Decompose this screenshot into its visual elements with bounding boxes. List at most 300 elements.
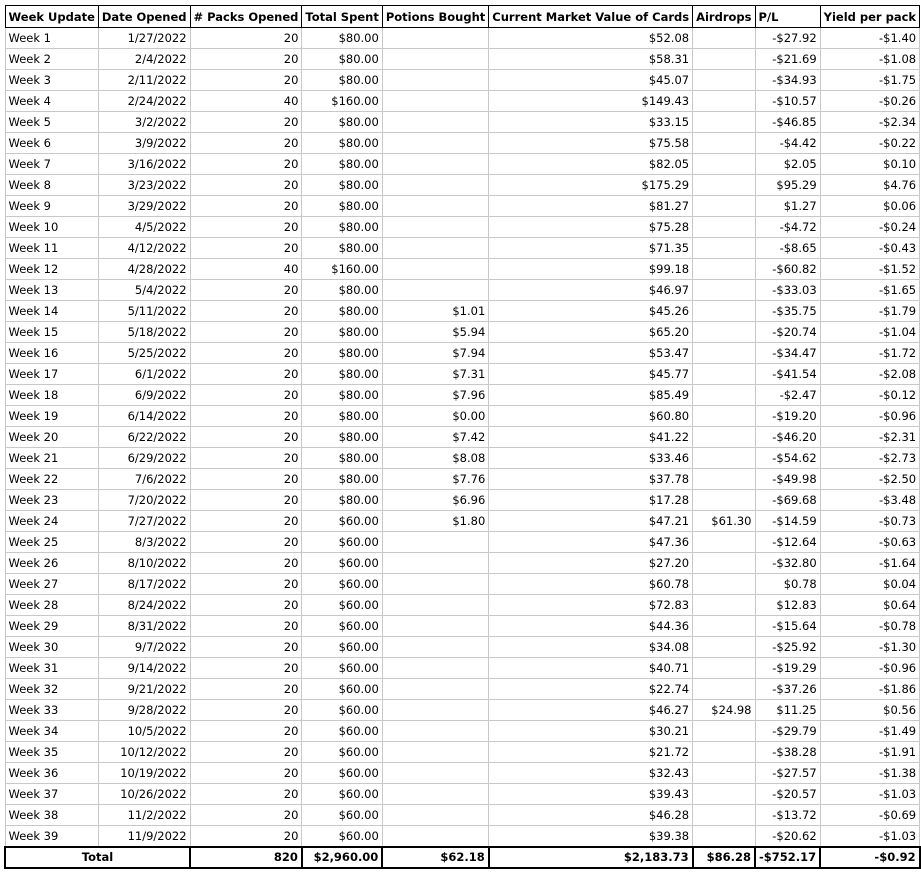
- table-row: [5, 133, 920, 154]
- pl-cell: -$25.92: [755, 637, 820, 658]
- packs-opened-cell: 20: [190, 322, 302, 343]
- pl-cell: -$2.47: [755, 385, 820, 406]
- date-opened-cell: 8/31/2022: [98, 616, 190, 637]
- week-update-cell: Week 9: [5, 196, 98, 217]
- pl-cell: -$41.54: [755, 364, 820, 385]
- airdrops-cell: [693, 532, 755, 553]
- week-update-cell: Week 8: [5, 175, 98, 196]
- yield-per-pack-cell: -$1.03: [820, 826, 919, 848]
- table-row: [5, 28, 920, 49]
- pl-cell: -$19.29: [755, 658, 820, 679]
- col-header-potions-bought: Potions Bought: [382, 6, 488, 28]
- date-opened-cell: 9/21/2022: [98, 679, 190, 700]
- table-row: [5, 826, 920, 848]
- table-row: [5, 301, 920, 322]
- airdrops-cell: [693, 574, 755, 595]
- packs-opened-cell: 20: [190, 154, 302, 175]
- potions-bought-cell: [382, 574, 488, 595]
- market-value-cell: $27.20: [489, 553, 693, 574]
- week-update-cell: Week 28: [5, 595, 98, 616]
- total-spent-cell: $60.00: [302, 511, 382, 532]
- week-update-cell: Week 29: [5, 616, 98, 637]
- potions-bought-cell: [382, 763, 488, 784]
- potions-bought-cell: [382, 700, 488, 721]
- yield-per-pack-cell: -$2.73: [820, 448, 919, 469]
- col-header-pl: P/L: [755, 6, 820, 28]
- date-opened-cell: 3/16/2022: [98, 154, 190, 175]
- airdrops-cell: [693, 322, 755, 343]
- table-row: [5, 637, 920, 658]
- potions-bought-cell: $7.42: [382, 427, 488, 448]
- table-row: [5, 448, 920, 469]
- market-value-cell: $21.72: [489, 742, 693, 763]
- pl-cell: -$34.47: [755, 343, 820, 364]
- week-update-cell: Week 27: [5, 574, 98, 595]
- pl-cell: -$8.65: [755, 238, 820, 259]
- airdrops-cell: [693, 805, 755, 826]
- airdrops-cell: [693, 490, 755, 511]
- airdrops-cell: [693, 742, 755, 763]
- total-spent-cell: $60.00: [302, 574, 382, 595]
- potions-bought-cell: $8.08: [382, 448, 488, 469]
- yield-per-pack-cell: -$1.03: [820, 784, 919, 805]
- packs-opened-cell: 20: [190, 826, 302, 848]
- market-value-cell: $37.78: [489, 469, 693, 490]
- pl-cell: $95.29: [755, 175, 820, 196]
- airdrops-cell: [693, 133, 755, 154]
- packs-opened-cell: 20: [190, 301, 302, 322]
- table-row: [5, 805, 920, 826]
- total-spent-cell: $80.00: [302, 238, 382, 259]
- pl-cell: -$35.75: [755, 301, 820, 322]
- potions-bought-cell: [382, 784, 488, 805]
- market-value-cell: $53.47: [489, 343, 693, 364]
- total-airdrops: $86.28: [693, 847, 755, 868]
- yield-per-pack-cell: $0.10: [820, 154, 919, 175]
- pl-cell: -$27.92: [755, 28, 820, 49]
- market-value-cell: $45.77: [489, 364, 693, 385]
- packs-opened-cell: 20: [190, 595, 302, 616]
- table-row: [5, 721, 920, 742]
- week-update-cell: Week 31: [5, 658, 98, 679]
- pl-cell: -$13.72: [755, 805, 820, 826]
- table-row: [5, 280, 920, 301]
- packs-opened-cell: 20: [190, 385, 302, 406]
- table-row: [5, 343, 920, 364]
- airdrops-cell: [693, 154, 755, 175]
- potions-bought-cell: [382, 532, 488, 553]
- date-opened-cell: 3/2/2022: [98, 112, 190, 133]
- packs-opened-cell: 20: [190, 511, 302, 532]
- airdrops-cell: [693, 784, 755, 805]
- packs-opened-cell: 20: [190, 175, 302, 196]
- table-row: [5, 784, 920, 805]
- market-value-cell: $75.58: [489, 133, 693, 154]
- potions-bought-cell: [382, 70, 488, 91]
- market-value-cell: $40.71: [489, 658, 693, 679]
- airdrops-cell: [693, 448, 755, 469]
- packs-opened-cell: 20: [190, 112, 302, 133]
- potions-bought-cell: [382, 133, 488, 154]
- total-spent-cell: $80.00: [302, 112, 382, 133]
- total-packs-opened: 820: [190, 847, 302, 868]
- table-row: [5, 112, 920, 133]
- date-opened-cell: 5/11/2022: [98, 301, 190, 322]
- week-update-cell: Week 3: [5, 70, 98, 91]
- pl-cell: -$20.57: [755, 784, 820, 805]
- header-row: [5, 6, 920, 28]
- table-row: [5, 742, 920, 763]
- col-header-total-spent: Total Spent: [302, 6, 382, 28]
- week-update-cell: Week 34: [5, 721, 98, 742]
- total-spent-cell: $80.00: [302, 301, 382, 322]
- pl-cell: -$33.03: [755, 280, 820, 301]
- date-opened-cell: 7/20/2022: [98, 490, 190, 511]
- col-header-packs-opened: # Packs Opened: [190, 6, 302, 28]
- total-spent-cell: $60.00: [302, 826, 382, 848]
- table-row: [5, 91, 920, 112]
- airdrops-cell: [693, 70, 755, 91]
- packs-opened-cell: 20: [190, 280, 302, 301]
- total-spent-cell: $60.00: [302, 679, 382, 700]
- packs-opened-cell: 20: [190, 700, 302, 721]
- total-yield-per-pack: -$0.92: [820, 847, 919, 868]
- table-row: [5, 595, 920, 616]
- potions-bought-cell: [382, 259, 488, 280]
- airdrops-cell: [693, 343, 755, 364]
- yield-per-pack-cell: $0.56: [820, 700, 919, 721]
- week-update-cell: Week 39: [5, 826, 98, 848]
- date-opened-cell: 5/25/2022: [98, 343, 190, 364]
- airdrops-cell: [693, 49, 755, 70]
- table-row: [5, 175, 920, 196]
- total-spent-cell: $80.00: [302, 217, 382, 238]
- pl-cell: -$12.64: [755, 532, 820, 553]
- week-update-cell: Week 17: [5, 364, 98, 385]
- airdrops-cell: [693, 385, 755, 406]
- pl-cell: -$32.80: [755, 553, 820, 574]
- potions-bought-cell: $0.00: [382, 406, 488, 427]
- potions-bought-cell: [382, 49, 488, 70]
- potions-bought-cell: $7.31: [382, 364, 488, 385]
- airdrops-cell: [693, 595, 755, 616]
- pl-cell: -$15.64: [755, 616, 820, 637]
- yield-per-pack-cell: -$2.34: [820, 112, 919, 133]
- packs-opened-cell: 20: [190, 742, 302, 763]
- potions-bought-cell: [382, 637, 488, 658]
- total-potions-bought: $62.18: [382, 847, 488, 868]
- table-row: [5, 490, 920, 511]
- airdrops-cell: [693, 763, 755, 784]
- table-row: [5, 196, 920, 217]
- week-update-cell: Week 22: [5, 469, 98, 490]
- airdrops-cell: [693, 658, 755, 679]
- airdrops-cell: [693, 427, 755, 448]
- date-opened-cell: 3/9/2022: [98, 133, 190, 154]
- market-value-cell: $99.18: [489, 259, 693, 280]
- yield-per-pack-cell: -$1.79: [820, 301, 919, 322]
- pl-cell: -$14.59: [755, 511, 820, 532]
- airdrops-cell: [693, 196, 755, 217]
- market-value-cell: $44.36: [489, 616, 693, 637]
- market-value-cell: $58.31: [489, 49, 693, 70]
- total-pl: -$752.17: [755, 847, 820, 868]
- week-update-cell: Week 37: [5, 784, 98, 805]
- table-row: [5, 385, 920, 406]
- yield-per-pack-cell: -$1.75: [820, 70, 919, 91]
- week-update-cell: Week 10: [5, 217, 98, 238]
- date-opened-cell: 6/22/2022: [98, 427, 190, 448]
- date-opened-cell: 9/7/2022: [98, 637, 190, 658]
- yield-per-pack-cell: -$0.69: [820, 805, 919, 826]
- total-spent-cell: $80.00: [302, 280, 382, 301]
- airdrops-cell: [693, 637, 755, 658]
- table-row: [5, 511, 920, 532]
- packs-opened-cell: 20: [190, 217, 302, 238]
- week-update-cell: Week 15: [5, 322, 98, 343]
- date-opened-cell: 2/4/2022: [98, 49, 190, 70]
- pl-cell: -$38.28: [755, 742, 820, 763]
- week-update-cell: Week 11: [5, 238, 98, 259]
- potions-bought-cell: [382, 28, 488, 49]
- potions-bought-cell: [382, 154, 488, 175]
- airdrops-cell: [693, 679, 755, 700]
- total-spent-cell: $80.00: [302, 364, 382, 385]
- week-update-cell: Week 30: [5, 637, 98, 658]
- total-spent-cell: $80.00: [302, 469, 382, 490]
- yield-per-pack-cell: -$1.64: [820, 553, 919, 574]
- market-value-cell: $39.38: [489, 826, 693, 848]
- total-spent-cell: $80.00: [302, 28, 382, 49]
- market-value-cell: $17.28: [489, 490, 693, 511]
- total-spent-cell: $80.00: [302, 49, 382, 70]
- pack-tracker-table: [4, 5, 921, 869]
- potions-bought-cell: [382, 742, 488, 763]
- market-value-cell: $52.08: [489, 28, 693, 49]
- date-opened-cell: 5/4/2022: [98, 280, 190, 301]
- total-spent-cell: $160.00: [302, 259, 382, 280]
- yield-per-pack-cell: -$1.52: [820, 259, 919, 280]
- total-spent: $2,960.00: [302, 847, 382, 868]
- date-opened-cell: 8/24/2022: [98, 595, 190, 616]
- potions-bought-cell: [382, 616, 488, 637]
- packs-opened-cell: 20: [190, 364, 302, 385]
- potions-bought-cell: [382, 826, 488, 848]
- week-update-cell: Week 19: [5, 406, 98, 427]
- yield-per-pack-cell: -$2.31: [820, 427, 919, 448]
- packs-opened-cell: 20: [190, 406, 302, 427]
- yield-per-pack-cell: -$1.08: [820, 49, 919, 70]
- packs-opened-cell: 20: [190, 658, 302, 679]
- week-update-cell: Week 21: [5, 448, 98, 469]
- week-update-cell: Week 33: [5, 700, 98, 721]
- market-value-cell: $45.07: [489, 70, 693, 91]
- total-spent-cell: $60.00: [302, 616, 382, 637]
- potions-bought-cell: [382, 196, 488, 217]
- packs-opened-cell: 20: [190, 784, 302, 805]
- total-spent-cell: $80.00: [302, 154, 382, 175]
- pl-cell: -$29.79: [755, 721, 820, 742]
- week-update-cell: Week 18: [5, 385, 98, 406]
- week-update-cell: Week 35: [5, 742, 98, 763]
- potions-bought-cell: [382, 217, 488, 238]
- airdrops-cell: [693, 553, 755, 574]
- pl-cell: -$20.74: [755, 322, 820, 343]
- pl-cell: $2.05: [755, 154, 820, 175]
- date-opened-cell: 10/12/2022: [98, 742, 190, 763]
- market-value-cell: $33.46: [489, 448, 693, 469]
- week-update-cell: Week 6: [5, 133, 98, 154]
- week-update-cell: Week 7: [5, 154, 98, 175]
- table-row: [5, 322, 920, 343]
- col-header-airdrops: Airdrops: [693, 6, 755, 28]
- airdrops-cell: [693, 406, 755, 427]
- col-header-market-value: Current Market Value of Cards: [489, 6, 693, 28]
- yield-per-pack-cell: -$1.65: [820, 280, 919, 301]
- table-row: [5, 616, 920, 637]
- date-opened-cell: 2/24/2022: [98, 91, 190, 112]
- week-update-cell: Week 5: [5, 112, 98, 133]
- packs-opened-cell: 20: [190, 427, 302, 448]
- date-opened-cell: 8/3/2022: [98, 532, 190, 553]
- pl-cell: -$69.68: [755, 490, 820, 511]
- table-row: [5, 553, 920, 574]
- pl-cell: -$27.57: [755, 763, 820, 784]
- total-spent-cell: $80.00: [302, 385, 382, 406]
- pl-cell: -$54.62: [755, 448, 820, 469]
- market-value-cell: $65.20: [489, 322, 693, 343]
- packs-opened-cell: 20: [190, 553, 302, 574]
- pl-cell: -$4.42: [755, 133, 820, 154]
- pl-cell: -$19.20: [755, 406, 820, 427]
- yield-per-pack-cell: -$0.73: [820, 511, 919, 532]
- week-update-cell: Week 24: [5, 511, 98, 532]
- yield-per-pack-cell: -$1.49: [820, 721, 919, 742]
- total-spent-cell: $60.00: [302, 742, 382, 763]
- market-value-cell: $47.36: [489, 532, 693, 553]
- packs-opened-cell: 20: [190, 70, 302, 91]
- yield-per-pack-cell: -$0.12: [820, 385, 919, 406]
- airdrops-cell: [693, 28, 755, 49]
- total-market-value: $2,183.73: [489, 847, 693, 868]
- pl-cell: -$60.82: [755, 259, 820, 280]
- airdrops-cell: [693, 301, 755, 322]
- yield-per-pack-cell: $4.76: [820, 175, 919, 196]
- total-spent-cell: $60.00: [302, 805, 382, 826]
- total-spent-cell: $60.00: [302, 721, 382, 742]
- pl-cell: -$20.62: [755, 826, 820, 848]
- packs-opened-cell: 20: [190, 532, 302, 553]
- date-opened-cell: 1/27/2022: [98, 28, 190, 49]
- date-opened-cell: 6/29/2022: [98, 448, 190, 469]
- market-value-cell: $45.26: [489, 301, 693, 322]
- yield-per-pack-cell: $0.06: [820, 196, 919, 217]
- total-spent-cell: $160.00: [302, 91, 382, 112]
- airdrops-cell: $61.30: [693, 511, 755, 532]
- potions-bought-cell: [382, 658, 488, 679]
- total-spent-cell: $80.00: [302, 448, 382, 469]
- yield-per-pack-cell: -$1.04: [820, 322, 919, 343]
- yield-per-pack-cell: $0.64: [820, 595, 919, 616]
- date-opened-cell: 4/12/2022: [98, 238, 190, 259]
- airdrops-cell: [693, 112, 755, 133]
- table-row: [5, 154, 920, 175]
- potions-bought-cell: [382, 238, 488, 259]
- yield-per-pack-cell: -$2.50: [820, 469, 919, 490]
- potions-bought-cell: [382, 595, 488, 616]
- total-spent-cell: $80.00: [302, 427, 382, 448]
- date-opened-cell: 4/5/2022: [98, 217, 190, 238]
- date-opened-cell: 2/11/2022: [98, 70, 190, 91]
- date-opened-cell: 8/17/2022: [98, 574, 190, 595]
- date-opened-cell: 6/9/2022: [98, 385, 190, 406]
- yield-per-pack-cell: -$1.91: [820, 742, 919, 763]
- date-opened-cell: 8/10/2022: [98, 553, 190, 574]
- date-opened-cell: 10/26/2022: [98, 784, 190, 805]
- total-spent-cell: $60.00: [302, 637, 382, 658]
- packs-opened-cell: 20: [190, 805, 302, 826]
- potions-bought-cell: $7.94: [382, 343, 488, 364]
- pl-cell: $0.78: [755, 574, 820, 595]
- date-opened-cell: 10/19/2022: [98, 763, 190, 784]
- pl-cell: -$46.20: [755, 427, 820, 448]
- date-opened-cell: 9/14/2022: [98, 658, 190, 679]
- yield-per-pack-cell: -$0.22: [820, 133, 919, 154]
- market-value-cell: $85.49: [489, 385, 693, 406]
- yield-per-pack-cell: -$1.72: [820, 343, 919, 364]
- packs-opened-cell: 20: [190, 616, 302, 637]
- total-spent-cell: $80.00: [302, 322, 382, 343]
- total-spent-cell: $60.00: [302, 700, 382, 721]
- potions-bought-cell: $7.96: [382, 385, 488, 406]
- yield-per-pack-cell: -$3.48: [820, 490, 919, 511]
- total-spent-cell: $80.00: [302, 490, 382, 511]
- potions-bought-cell: [382, 175, 488, 196]
- date-opened-cell: 11/2/2022: [98, 805, 190, 826]
- table-row: [5, 700, 920, 721]
- pl-cell: $12.83: [755, 595, 820, 616]
- yield-per-pack-cell: -$0.96: [820, 658, 919, 679]
- potions-bought-cell: $7.76: [382, 469, 488, 490]
- packs-opened-cell: 20: [190, 49, 302, 70]
- packs-opened-cell: 20: [190, 637, 302, 658]
- total-spent-cell: $80.00: [302, 343, 382, 364]
- market-value-cell: $72.83: [489, 595, 693, 616]
- total-spent-cell: $60.00: [302, 532, 382, 553]
- yield-per-pack-cell: -$1.40: [820, 28, 919, 49]
- market-value-cell: $32.43: [489, 763, 693, 784]
- total-spent-cell: $80.00: [302, 175, 382, 196]
- airdrops-cell: [693, 259, 755, 280]
- market-value-cell: $46.28: [489, 805, 693, 826]
- week-update-cell: Week 12: [5, 259, 98, 280]
- table-row: [5, 217, 920, 238]
- total-spent-cell: $60.00: [302, 658, 382, 679]
- packs-opened-cell: 20: [190, 721, 302, 742]
- market-value-cell: $33.15: [489, 112, 693, 133]
- week-update-cell: Week 2: [5, 49, 98, 70]
- date-opened-cell: 6/14/2022: [98, 406, 190, 427]
- potions-bought-cell: $5.94: [382, 322, 488, 343]
- airdrops-cell: [693, 238, 755, 259]
- airdrops-cell: [693, 175, 755, 196]
- week-update-cell: Week 4: [5, 91, 98, 112]
- pl-cell: -$37.26: [755, 679, 820, 700]
- potions-bought-cell: [382, 805, 488, 826]
- yield-per-pack-cell: -$0.24: [820, 217, 919, 238]
- table-row: [5, 238, 920, 259]
- packs-opened-cell: 20: [190, 343, 302, 364]
